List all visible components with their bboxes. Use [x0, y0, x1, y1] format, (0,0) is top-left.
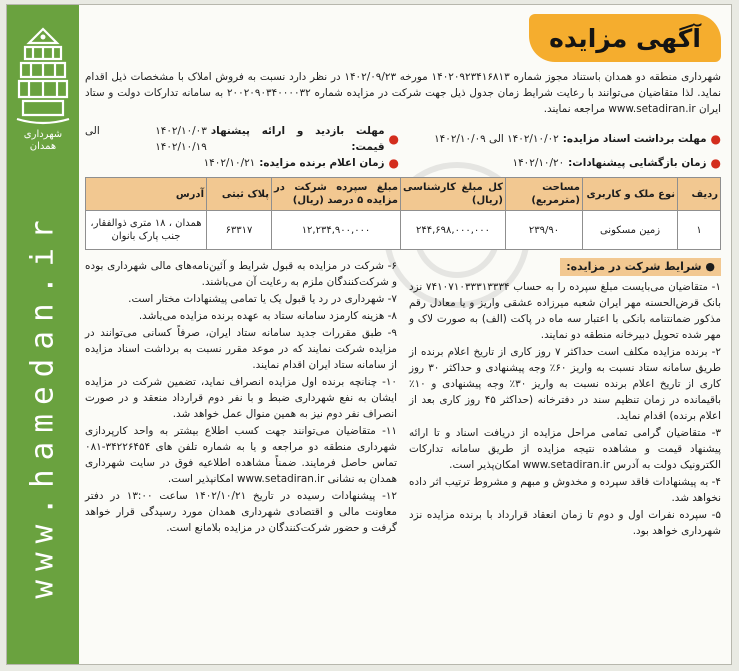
- column-header: آدرس: [86, 178, 207, 211]
- condition-item: ۱۲- پیشنهادات رسیده در تاریخ ۱۴۰۲/۱۰/۲۱ ساعت ۱۳:۰۰ در دفتر معاونت مالی و اقتصادی شهرداری همدان مورد رسیدگی قرار خواهد گرفت و حضور شرکت‌کنندگان در مزایده بلامانع است.: [85, 490, 397, 534]
- condition-item: ۳- متقاضیان گرامی تمامی مراحل مزایده از دریافت اسناد و تا ارائه پیشنهاد قیمت و مشاهده نتیجه مزایده از طریق سامانه تدارکات الکترونیک دولت به آدرس www.setadiran.ir امکان‌پذیر است.: [409, 427, 721, 471]
- deadline-label: مهلت برداشت اسناد مزایده:: [562, 133, 707, 145]
- column-header: کل مبلغ کارشناسی (ریال): [401, 178, 506, 211]
- deadline-value: ۱۴۰۲/۱۰/۰۲ الی ۱۴۰۲/۱۰/۰۹: [434, 133, 559, 145]
- condition-item: ۶- شرکت در مزایده به قبول شرایط و آئین‌نامه‌های مالی شهرداری بوده و شرکت‌کنندگان ملزم به رعایت آن می‌باشند.: [85, 260, 397, 288]
- deadline-label: مهلت بازدید و ارائه پیشنهاد قیمت:: [210, 125, 385, 153]
- logo-caption: شهرداری همدان: [23, 129, 63, 152]
- sidebar: [7, 5, 79, 664]
- table-cell: ۱۲,۲۳۴,۹۰۰,۰۰۰: [272, 211, 401, 250]
- deadline-label: زمان بازگشایی پیشنهادات:: [568, 157, 707, 169]
- conditions-right-column: [409, 258, 721, 540]
- table-row: [86, 211, 721, 250]
- conditions-left-column: [85, 258, 397, 540]
- column-header: نوع ملک و کاربری: [583, 178, 678, 211]
- column-header: مساحت (مترمربع): [506, 178, 583, 211]
- bullet-icon: ●: [710, 132, 721, 146]
- intro-paragraph: شهرداری منطقه دو همدان باستناد مجوز شماره ۱۴۰۲۰۹۲۳۴۱۶۸۱۳ مورخه ۱۴۰۲/۰۹/۲۳ در نظر دارد نسبت به فروش املاک با مشخصات ذیل اقدام نماید. لذا متقاضیان می‌توانند با رعایت شرایط زمان جدول ذیل جهت شرکت در مزایده شماره ۲۰۰۲۰۹۰۳۴۰۰۰۰۳۲ به سامانه تدارکات دولت و ستاد ایران www.setadiran.ir مراجعه نمایند.: [85, 71, 721, 115]
- deadline-winner: [85, 155, 399, 171]
- website-url[interactable]: www.hamedan.ir: [24, 211, 61, 599]
- table-cell: ۶۳۳۱۷: [207, 211, 272, 250]
- table-cell: ۲۳۹/۹۰: [506, 211, 583, 250]
- deadline-label: زمان اعلام برنده مزایده:: [259, 157, 385, 169]
- condition-item: ۲- برنده مزایده مکلف است حداکثر ۷ روز کاری از تاریخ اعلام برنده از طریق سامانه ستاد نسبت به واریز ۶۰٪ وجه پیشنهادی و حداکثر ۳۰ روز کاری از تاریخ اعلام برنده نسبت به واریز ۳۰٪ وجه پیشنهادی و ۱۰٪ باقیمانده در زمان تنظیم سند در دفترخانه (حداکثر ۴۵ روز کاری بعد از اعلام برنده) اقدام نماید.: [409, 346, 721, 422]
- table-header-row: [86, 178, 721, 211]
- condition-item: ۹- طبق مقررات جدید سامانه ستاد ایران، صرفاً کسانی می‌توانند در مزایده شرکت نمایند که در موعد مقرر نسبت به برداشت اسناد مزایده از سامانه ستاد ایران اقدام نمایند.: [85, 327, 397, 371]
- column-header: پلاک ثبتی: [207, 178, 272, 211]
- notice-page: [6, 4, 732, 665]
- sidebar-website: [13, 185, 73, 625]
- condition-item: ۱- متقاضیان می‌بایست مبلغ سپرده را به حساب ۷۴۱۰۷۱۰۳۳۳۱۳۳۳۴ نزد بانک قرض‌الحسنه مهر ایران شعبه میرزاده عشقی واریز و یا معادل رقم مذکور ضمانتنامه بانکی با اعتبار سه ماه در پاکت (الف) به صورت لاک و مهر شده تحویل دبیرخانه منطقه دو نمایند.: [409, 281, 721, 341]
- bullet-icon: ●: [388, 156, 399, 170]
- condition-item: ۵- سپرده نفرات اول و دوم تا زمان انعقاد قرارداد با برنده مزایده نزد شهرداری خواهد بود.: [409, 509, 721, 537]
- table-cell: همدان ، ۱۸ متری ذوالفقار، جنب پارک بانوان: [86, 211, 207, 250]
- table-cell: ۲۴۴,۶۹۸,۰۰۰,۰۰۰: [401, 211, 506, 250]
- table-cell: ۱: [678, 211, 721, 250]
- deadline-opening: [407, 155, 721, 171]
- deadline-list: [85, 123, 721, 171]
- condition-item: ۸- هزینه کارمزد سامانه ستاد به عهده برنده مزایده می‌باشد.: [138, 310, 397, 322]
- deadline-value: ۱۴۰۲/۱۰/۲۱: [203, 157, 256, 169]
- bullet-icon: ●: [388, 132, 399, 146]
- condition-item: ۱۰- چنانچه برنده اول مزایده انصراف نماید، تضمین شرکت در مزایده ایشان به نفع شهرداری ضبط و با نفر دوم قرارداد منعقد و در صورت انصراف نفر دوم نیز به همین منوال عمل خواهد شد.: [85, 376, 397, 420]
- conditions-title: ● شرایط شرکت در مزایده:: [560, 258, 721, 276]
- deadline-value: ۱۴۰۲/۱۰/۰۳ الی ۱۴۰۲/۱۰/۱۹: [85, 125, 207, 153]
- table-cell: زمین مسکونی: [583, 211, 678, 250]
- condition-item: ۴- به پیشنهادات فاقد سپرده و مخدوش و مبهم و مشروط ترتیب اثر داده نخواهد شد.: [409, 476, 721, 504]
- bullet-icon: ●: [701, 260, 715, 273]
- deadline-visit: [85, 123, 399, 155]
- column-header: مبلغ سپرده شرکت در مزایده ۵ درصد (ریال): [272, 178, 401, 211]
- deadline-value: ۱۴۰۲/۱۰/۲۰: [512, 157, 565, 169]
- municipality-logo-icon: [11, 23, 75, 127]
- conditions-section: [85, 258, 721, 540]
- deadline-documents: [407, 123, 721, 155]
- column-header: ردیف: [678, 178, 721, 211]
- condition-item: ۱۱- متقاضیان می‌توانند جهت کسب اطلاع بیشتر به واحد کارپردازی شهرداری منطقه دو مراجعه و یا به شماره تلفن های ۳۴۲۲۶۴۵۴-۰۸۱ تماس حاصل فرمایند. ضمناً مشاهده اطلاعیه فوق در سایت شهرداری همدان به نشانی www.setadiran.ir امکانپذیر است.: [85, 425, 397, 485]
- property-table: [85, 177, 721, 250]
- bullet-icon: ●: [710, 156, 721, 170]
- notice-content: [85, 69, 721, 540]
- condition-item: ۷- شهرداری در رد یا قبول یک یا تمامی پیشنهادات مختار است.: [128, 293, 397, 305]
- page-title: آگهی مزایده: [529, 14, 721, 62]
